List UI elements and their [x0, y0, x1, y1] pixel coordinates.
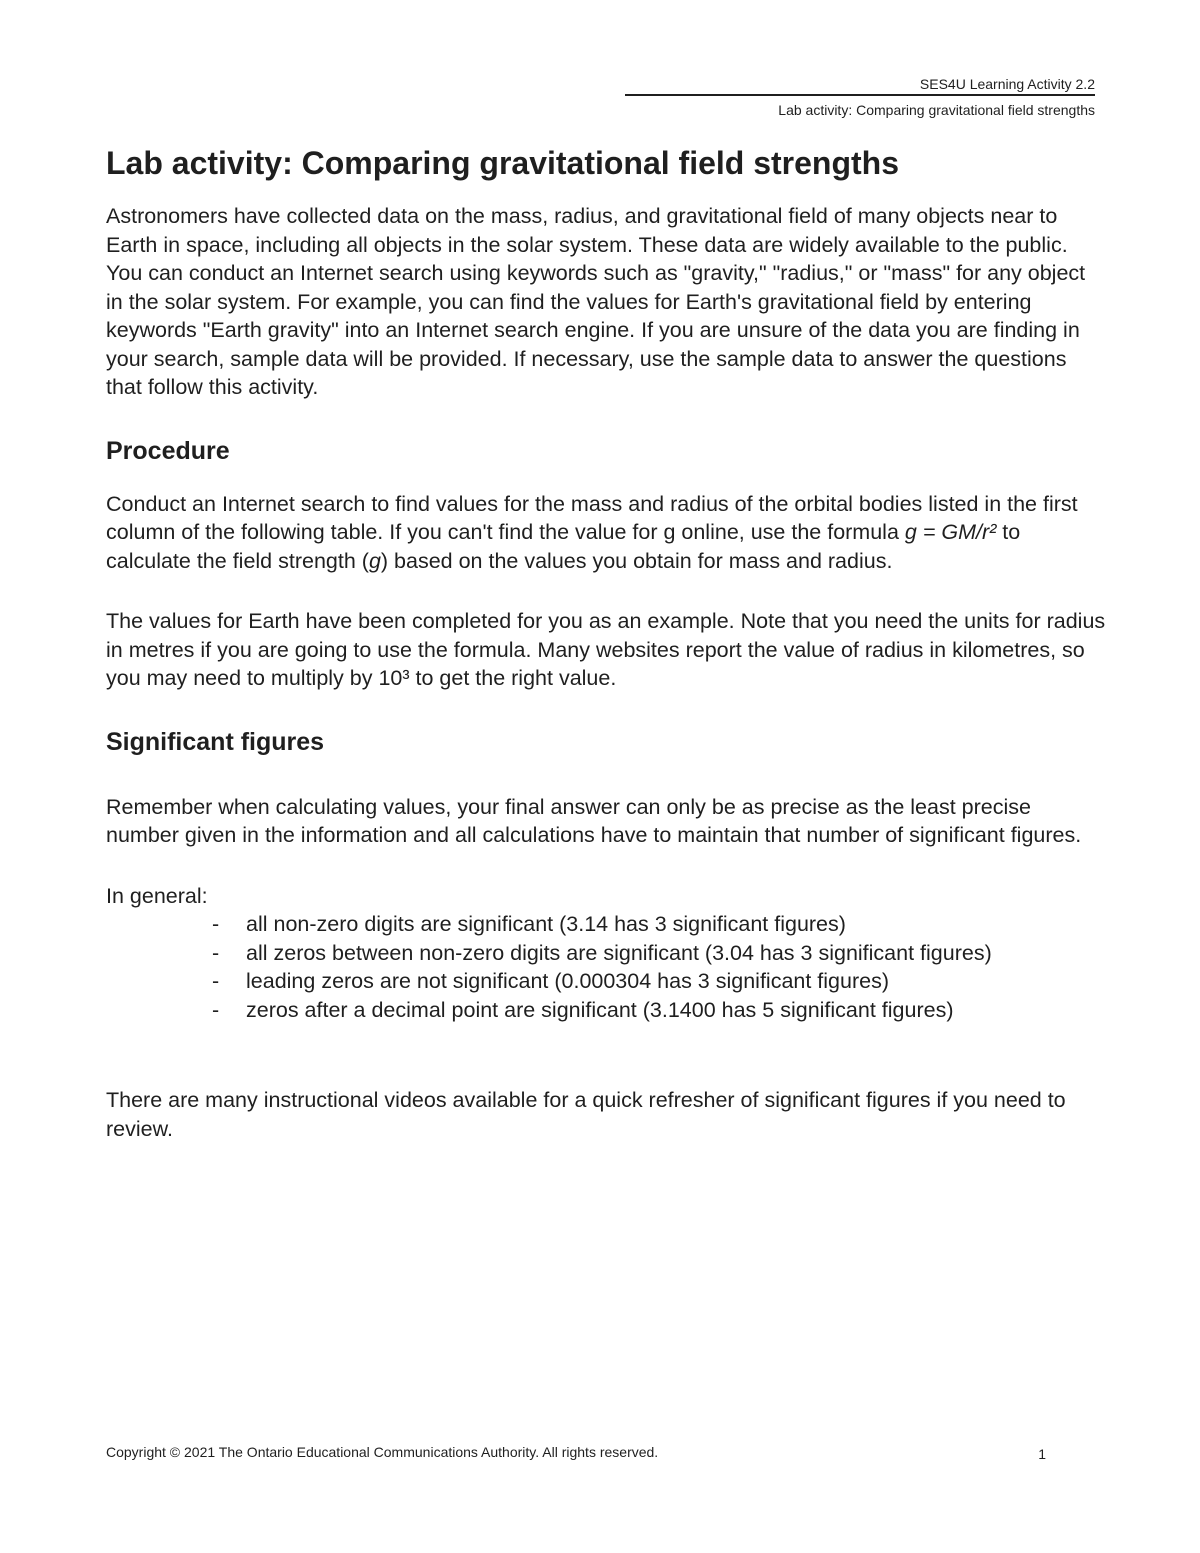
copyright-notice: Copyright © 2021 The Ontario Educational Communications Authority. All rights reserved.	[106, 1444, 659, 1460]
significant-figures-heading: Significant figures	[106, 727, 325, 756]
videos-paragraph: There are many instructional videos available for a quick refresher of significant figures if you need to review.	[106, 1088, 1066, 1141]
list-item	[106, 967, 1106, 996]
intro-paragraph: Astronomers have collected data on the mass, radius, and gravitational field of many objects near to Earth in space, including all objects in the solar system. These data are widely available to the public. You can conduct an Internet search using keywords such as "gravity," "radius," or "mass" for any object in the solar system. For example, you can find the values for Earth's gravitational field by entering keywords "Earth gravity" into an Internet search engine. If you are unsure of the data you are finding in your search, sample data will be provided. If necessary, use the sample data to answer the questions that follow this activity.	[106, 204, 1086, 399]
example-paragraph: The values for Earth have been completed for you as an example. Note that you need the units for radius in metres if you are going to use the formula. Many websites report the value of radius in kilometres, so you may need to multiply by 10³ to get the right value.	[106, 609, 1106, 690]
procedure-text-3: ) based on the values you obtain for mass and radius.	[380, 548, 893, 573]
bullet-dash: -	[212, 997, 220, 1022]
page-number: 1	[1038, 1446, 1046, 1462]
procedure-heading: Procedure	[106, 436, 230, 465]
in-general-label: In general:	[106, 883, 208, 908]
remember-paragraph: Remember when calculating values, your final answer can only be as precise as the least precise number given in the information and all calculations have to maintain that number of significant figures.	[106, 794, 1082, 847]
rule-text: zeros after a decimal point are significant (3.1400 has 5 significant figures)	[246, 997, 954, 1022]
formula: g = GM/r²	[904, 520, 997, 544]
procedure-text-1: Conduct an Internet search to find values for the mass and radius of the orbital bodies listed in the first column of the following table. If you can't find the value for g online, use the formula	[106, 491, 1078, 544]
g-symbol: g	[368, 548, 381, 573]
sig-fig-rules-list	[106, 910, 1106, 1024]
bullet-dash: -	[212, 912, 220, 936]
list-item	[106, 910, 1106, 939]
bullet-dash: -	[212, 940, 220, 965]
page-footer	[106, 1442, 1046, 1462]
page-title: Lab activity: Comparing gravitational field strengths	[106, 145, 900, 181]
bullet-dash: -	[212, 969, 220, 993]
list-item	[106, 996, 1106, 1025]
page-header	[625, 74, 1095, 120]
document-body	[106, 140, 1106, 1143]
rule-text: all non-zero digits are significant (3.14 has 3 significant figures)	[246, 912, 846, 936]
header-subtitle: Lab activity: Comparing gravitational field strengths	[778, 102, 1095, 118]
rule-text: leading zeros are not significant (0.000304 has 3 significant figures)	[246, 969, 889, 993]
procedure-text-2: to calculate the field strength (	[106, 520, 1021, 573]
list-item	[106, 939, 1106, 968]
rule-text: all zeros between non-zero digits are significant (3.04 has 3 significant figures)	[246, 940, 992, 965]
header-course: SES4U Learning Activity 2.2	[625, 74, 1095, 96]
procedure-paragraph	[106, 490, 1106, 576]
